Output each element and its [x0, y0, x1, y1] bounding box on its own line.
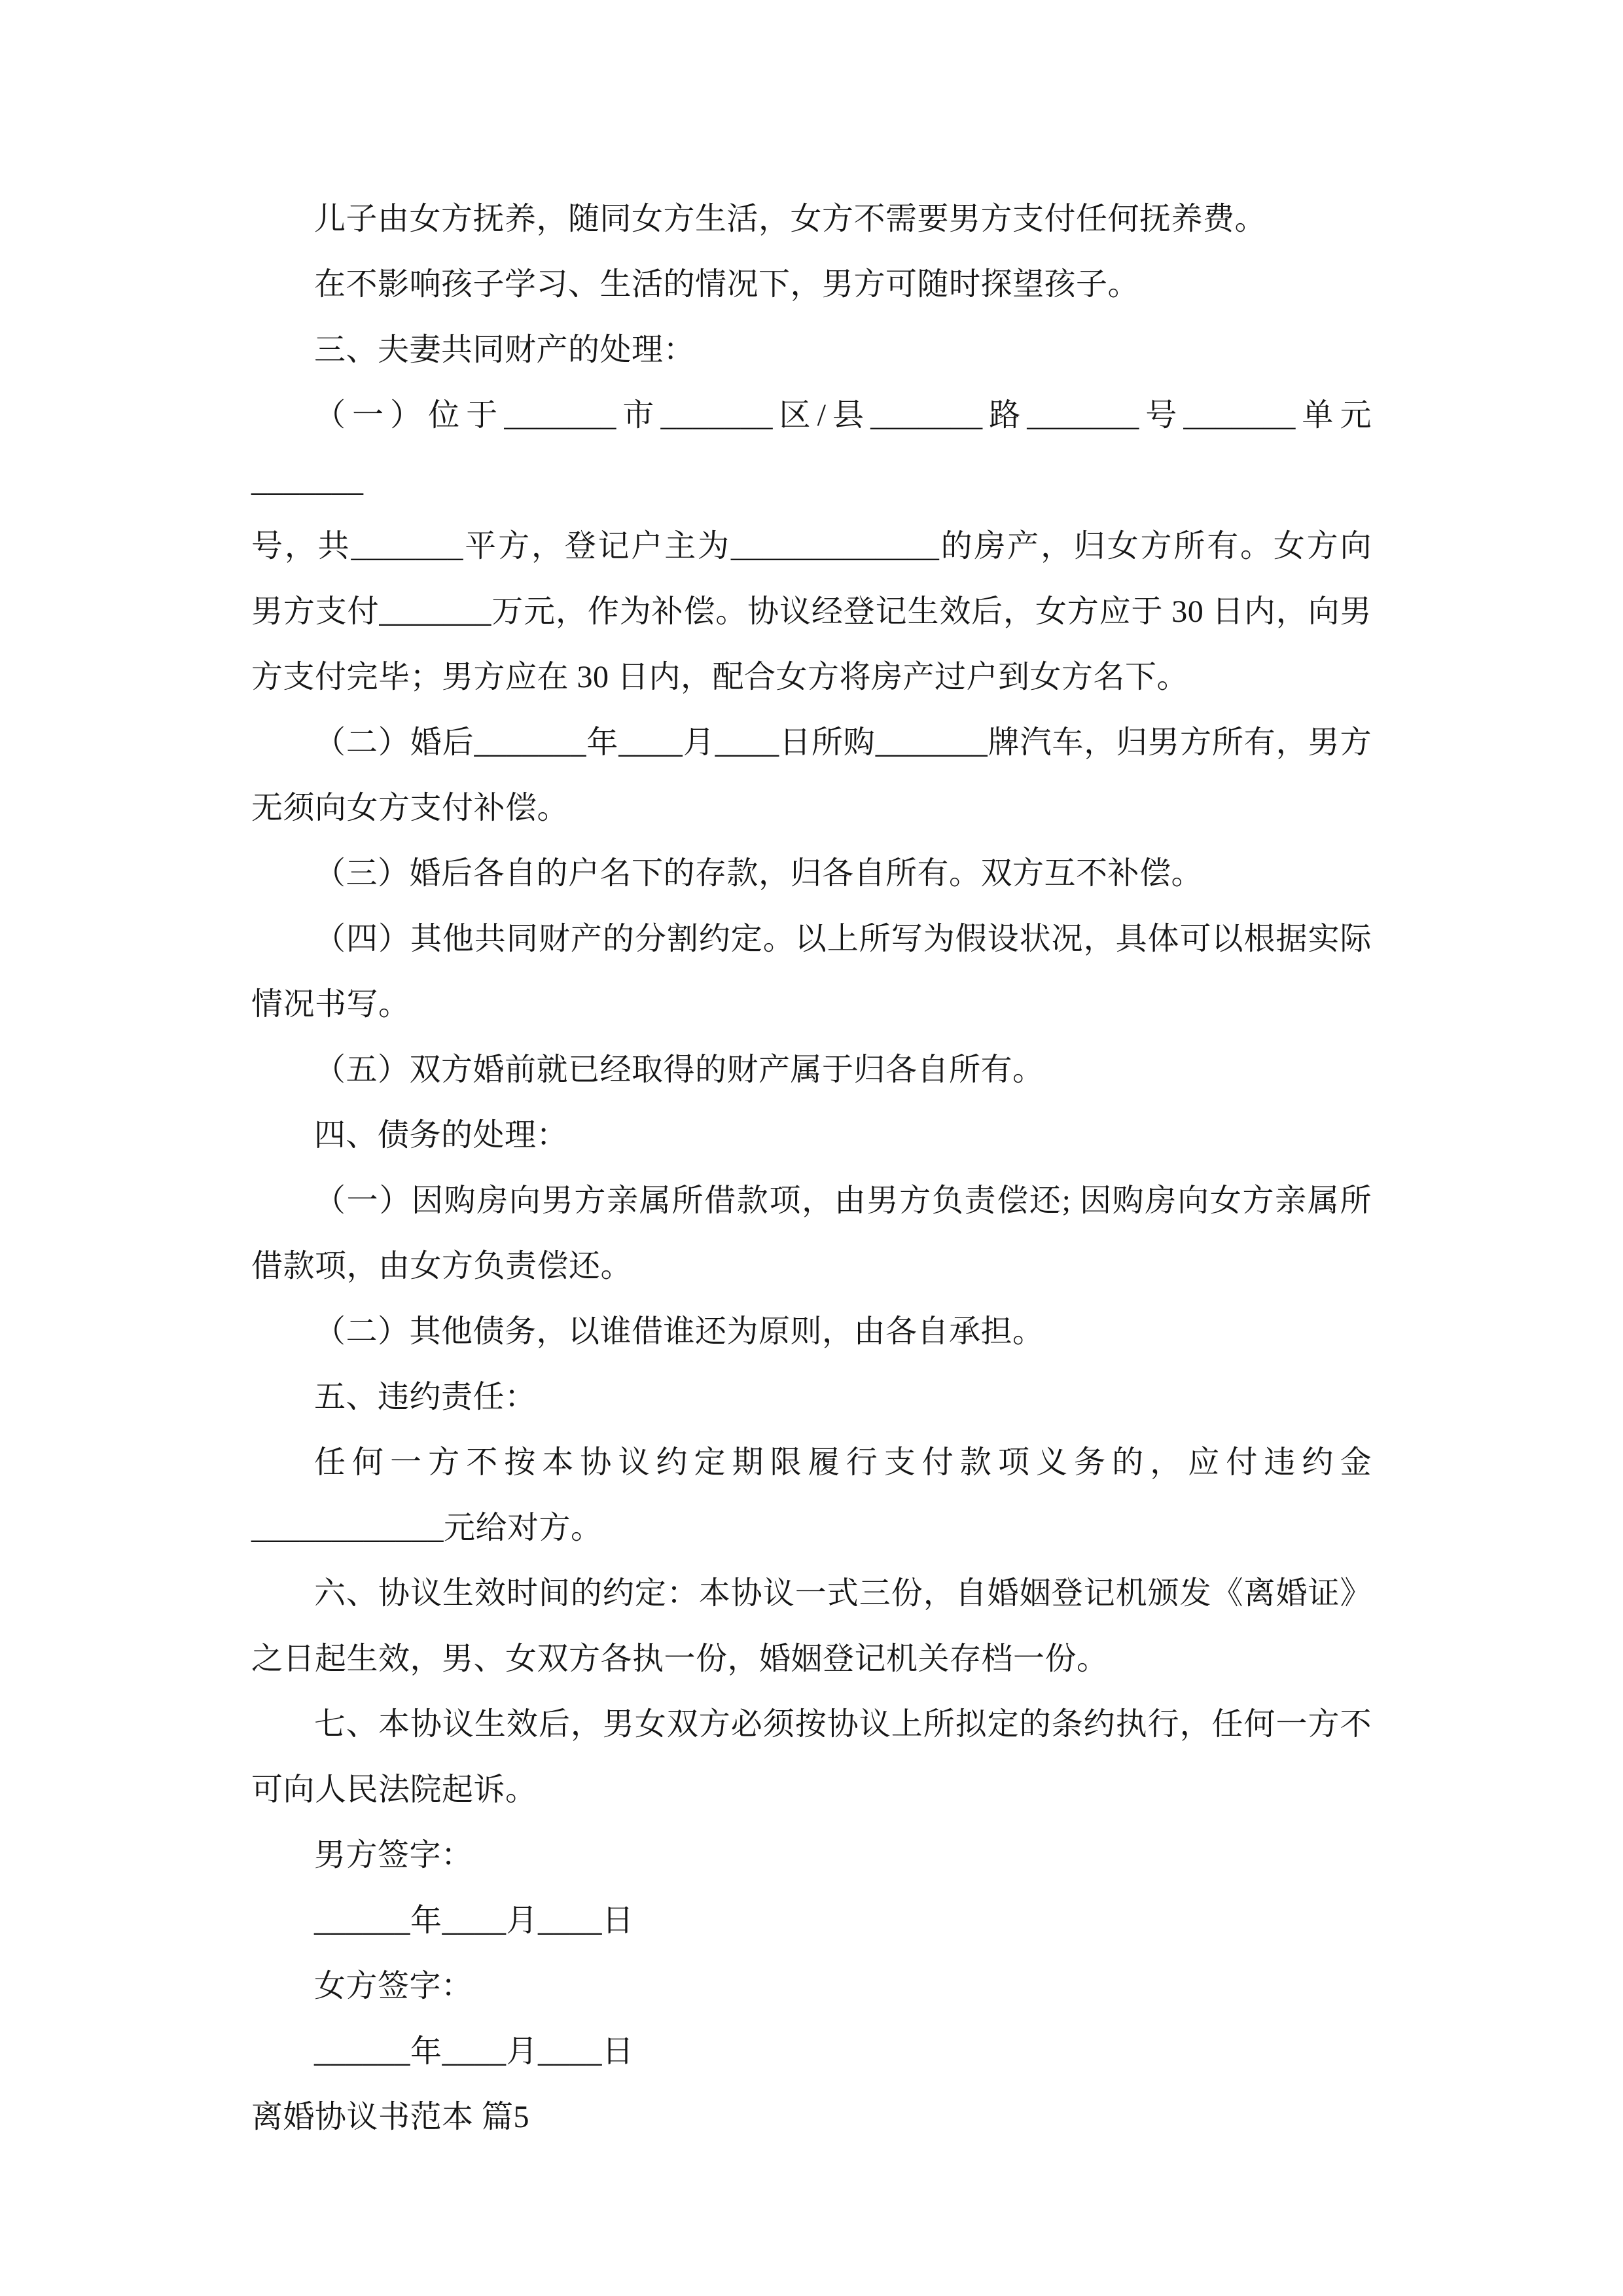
doc-line: 号，共_______平方，登记户主为_____________的房产，归女方所有。女方向	[251, 529, 1372, 564]
doc-line: 男方签字：	[314, 1838, 473, 1873]
doc-line: （五）双方婚前就已经取得的财产属于归各自所有。	[314, 1052, 1044, 1087]
doc-line: （四）其他共同财产的分割约定。以上所写为假设状况，具体可以根据实际	[314, 922, 1372, 956]
doc-line: ______年____月____日	[314, 2034, 634, 2069]
doc-line: 七、本协议生效后，男女双方必须按协议上所拟定的条约执行，任何一方不	[314, 1707, 1372, 1742]
doc-line: （二）婚后_______年____月____日所购_______牌汽车，归男方所有，男方	[314, 725, 1372, 760]
doc-line: ______年____月____日	[314, 1903, 634, 1938]
doc-line: 在不影响孩子学习、生活的情况下，男方可随时探望孩子。	[314, 267, 1140, 302]
doc-line: 借款项，由女方负责偿还。	[251, 1249, 633, 1283]
doc-line: 离婚协议书范本 篇5	[251, 2100, 530, 2134]
doc-line: 男方支付_______万元，作为补偿。协议经登记生效后，女方应于 30 日内，向男	[251, 594, 1372, 629]
doc-line: 儿子由女方抚养，随同女方生活，女方不需要男方支付任何抚养费。	[314, 202, 1267, 236]
doc-line: ____________元给对方。	[251, 1511, 603, 1545]
doc-line: 任何一方不按本协议约定期限履行支付款项义务的，应付违约金	[314, 1445, 1372, 1480]
doc-line: （二）其他债务，以谁借谁还为原则，由各自承担。	[314, 1314, 1044, 1349]
doc-line: 情况书写。	[251, 987, 410, 1022]
doc-line: （一）因购房向男方亲属所借款项，由男方负责偿还; 因购房向女方亲属所	[314, 1183, 1372, 1218]
doc-line: （三）婚后各自的户名下的存款，归各自所有。双方互不补偿。	[314, 856, 1204, 891]
doc-line: （一）位于_______市_______区/县_______路_______号_______单元_______	[251, 398, 1372, 498]
doc-line: 方支付完毕；男方应在 30 日内，配合女方将房产过户到女方名下。	[251, 660, 1189, 694]
doc-line: 三、夫妻共同财产的处理：	[314, 332, 696, 367]
doc-line: 六、协议生效时间的约定：本协议一式三份，自婚姻登记机颁发《离婚证》	[314, 1576, 1372, 1611]
doc-line: 无须向女方支付补偿。	[251, 791, 569, 825]
doc-line: 五、违约责任：	[314, 1380, 537, 1414]
doc-line: 之日起生效，男、女双方各执一份，婚姻登记机关存档一份。	[251, 1641, 1109, 1676]
divorce-agreement-document	[251, 187, 1372, 2150]
doc-line: 可向人民法院起诉。	[251, 1772, 537, 1807]
doc-line: 女方签字：	[314, 1969, 473, 2003]
doc-line: 四、债务的处理：	[314, 1118, 569, 1153]
